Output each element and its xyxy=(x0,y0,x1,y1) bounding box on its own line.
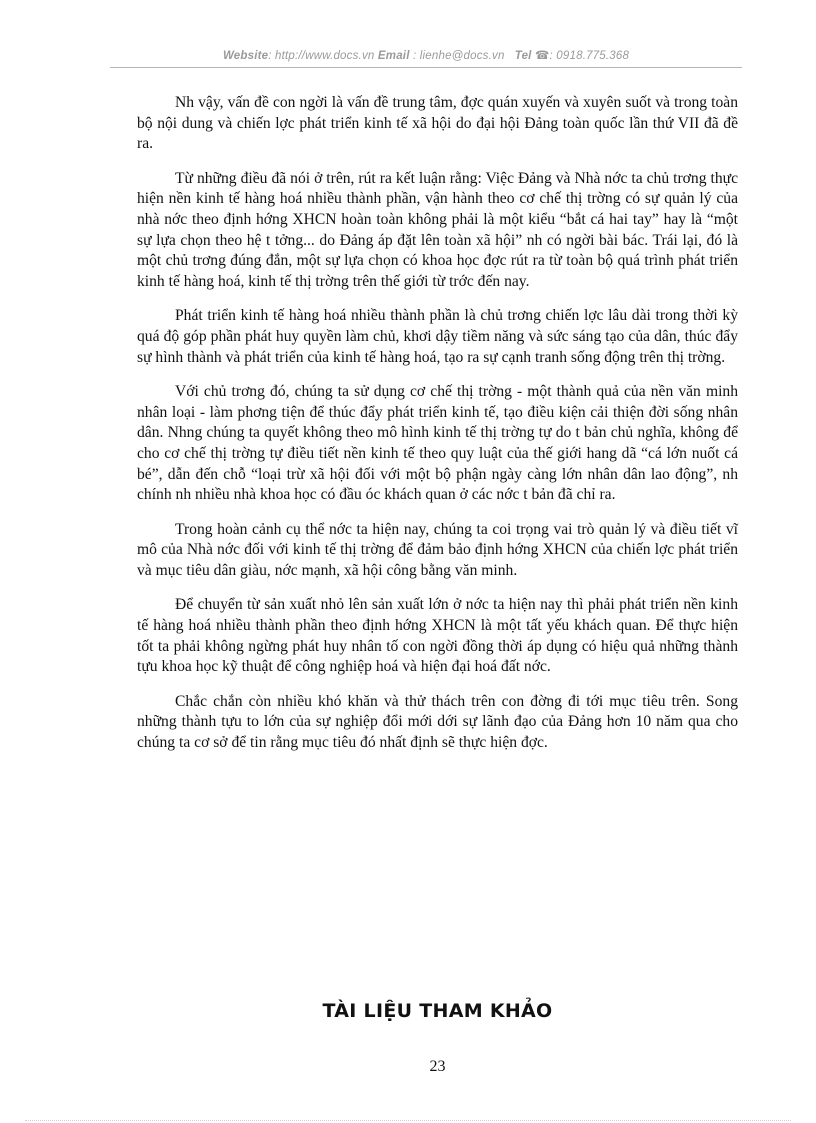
paragraph-5: Trong hoàn cảnh cụ thể nớc ta hiện nay, chúng ta coi trọng vai trò quản lý và điều tiết vĩ mô của Nhà nớc đối với kinh tế thị trờng để đảm bảo định hớng XHCN của chiến lợc phát triển và mục tiêu dân giàu, nớc mạnh, xã hội công bằng văn minh. xyxy=(137,520,738,579)
tel-value: : 0918.775.368 xyxy=(549,50,630,62)
email-value: : lienhe@docs.vn xyxy=(409,50,505,62)
paragraph-1: Nh vậy, vấn đề con ngời là vấn đề trung tâm, đợc quán xuyến và xuyên suốt và trong toàn bộ nội dung và chiến lợc phát triển kinh tế xã hội do đại hội Đảng toàn quốc lần thứ VII đã đề ra. xyxy=(137,94,738,153)
document-body xyxy=(137,93,738,768)
paragraph-6: Để chuyển từ sản xuất nhỏ lên sản xuất lớn ở nớc ta hiện nay thì phải phát triển nền kinh tế hàng hoá nhiều thành phần theo định hớng XHCN là một tất yếu khách quan. Để thực hiện tốt ta phải không ngừng phát huy nhân tố con ngời đồng thời áp dụng có hiệu quả những thành tựu khoa học kỹ thuật để công nghiệp hoá và hiện đại hoá đất nớc. xyxy=(137,596,738,676)
footer-divider xyxy=(25,1120,791,1121)
paragraph-3: Phát triển kinh tế hàng hoá nhiều thành phần là chủ trơng chiến lợc lâu dài trong thời kỳ quá độ góp phần phát huy quyền làm chủ, khơi dậy tiềm năng và sức sáng tạo của dân, thúc đẩy sự hình thành và phát triển của kinh tế hàng hoá, tạo ra sự cạnh tranh sống động trên thị trờng. xyxy=(137,307,738,366)
page-number: 23 xyxy=(429,1058,446,1075)
paragraph-7: Chắc chắn còn nhiều khó khăn và thử thách trên con đờng đi tới mục tiêu trên. Song những thành tựu to lớn của sự nghiệp đổi mới dới sự lãnh đạo của Đảng hơn 10 năm qua cho chúng ta cơ sở để tin rằng mục tiêu đó nhất định sẽ thực hiện đợc. xyxy=(137,692,738,752)
tel-label: Tel xyxy=(514,50,532,62)
website-label: Website xyxy=(222,50,269,62)
email-label: Email xyxy=(377,50,410,62)
section-title: TÀI LIỆU THAM KHẢO xyxy=(322,1000,553,1022)
paragraph-2: Từ những điều đã nói ở trên, rút ra kết luận rằng: Việc Đảng và Nhà nớc ta chủ trơng thực hiện nền kinh tế hàng hoá nhiều thành phần, vận hành theo cơ chế thị trờng có sự quản lý của nhà nớc theo định hớng XHCN hoàn toàn không phải là một kiểu “bắt cá hai tay” hay là “một sự lựa chọn theo hệ t tởng... do Đảng áp đặt lên toàn xã hội” nh có ngời bài bác. Trái lại, đó là một chủ trơng đúng đắn, một sự lựa chọn có khoa học đợc rút ra từ toàn bộ quá trình phát triển kinh tế hàng hoá, kinh tế thị trờng trên thế giới từ trớc đến nay. xyxy=(137,169,738,290)
website-value: : http://www.docs.vn xyxy=(268,50,375,62)
page-header xyxy=(110,48,742,62)
phone-icon: ☎ xyxy=(534,50,550,62)
header-divider xyxy=(110,67,742,68)
paragraph-4: Với chủ trơng đó, chúng ta sử dụng cơ chế thị trờng - một thành quả của nền văn minh nhân loại - làm phơng tiện để thúc đẩy phát triển kinh tế, tạo điều kiện cải thiện đời sống nhân dân. Nhng chúng ta quyết không theo mô hình kinh tế thị trờng tự do t bản chủ nghĩa, không để cho cơ chế thị trờng tự điều tiết nền kinh tế theo quy luật của thế giới hang dã “cá lớn nuốt cá bé”, dẫn đến chỗ “loại trừ xã hội đối với một bộ phận ngày càng lớn nhân dân lao động”, nh chính nh nhiều nhà khoa học có đầu óc khách quan ở các nớc t bản đã chỉ ra. xyxy=(137,383,738,504)
